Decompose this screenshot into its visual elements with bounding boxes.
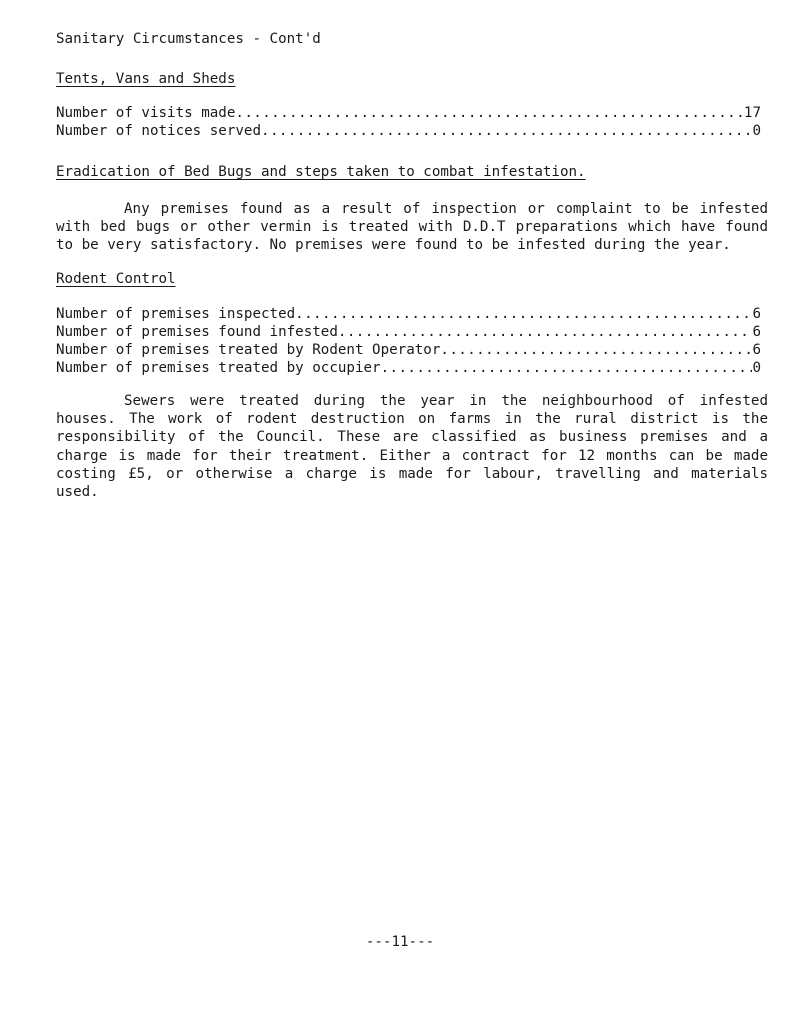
dot-leader xyxy=(381,359,753,377)
row-value: 0 xyxy=(752,123,761,139)
page-header: Sanitary Circumstances - Cont'd xyxy=(56,31,321,47)
rodent-row-inspected xyxy=(56,305,761,323)
rodent-row-occupier xyxy=(56,359,761,377)
row-label: Number of premises treated by Rodent Operator xyxy=(56,342,441,358)
row-value: 0 xyxy=(752,360,761,376)
section-heading-tents: Tents, Vans and Sheds xyxy=(56,71,236,87)
rodent-row-infested xyxy=(56,323,761,341)
tents-row-visits xyxy=(56,104,761,122)
page-number: ---11--- xyxy=(365,934,435,950)
row-value: 17 xyxy=(743,105,761,121)
dot-leader xyxy=(440,341,752,359)
rodent-paragraph: Sewers were treated during the year in the neighbourhood of infested houses. The work of rodent destruction on farms in the rural district is the responsibility of the Council. These are classified as business premises and a charge is made for their treatment. Either a contract for 12 months can be made costing £5, or otherwise a charge is made for labour, travelling and materials used. xyxy=(56,393,768,501)
rodent-row-operator xyxy=(56,341,761,359)
row-label: Number of premises treated by occupier xyxy=(56,360,381,376)
row-value: 6 xyxy=(752,342,761,358)
row-value: 6 xyxy=(752,306,761,322)
section-heading-bedbugs: Eradication of Bed Bugs and steps taken to combat infestation. xyxy=(56,164,586,180)
dot-leader xyxy=(338,323,753,341)
row-label: Number of premises found infested xyxy=(56,324,338,340)
dot-leader xyxy=(235,104,744,122)
row-label: Number of visits made xyxy=(56,105,236,121)
row-label: Number of premises inspected xyxy=(56,306,296,322)
section-heading-rodent: Rodent Control xyxy=(56,271,176,287)
row-value: 6 xyxy=(752,324,761,340)
bedbugs-paragraph: Any premises found as a result of inspection or complaint to be infested with bed bugs or other vermin is treated with D.D.T preparations which have found to be very satisfactory. No premises were found to be infested during the year. xyxy=(56,201,768,254)
tents-row-notices xyxy=(56,122,761,140)
row-label: Number of notices served xyxy=(56,123,261,139)
dot-leader xyxy=(295,305,752,323)
dot-leader xyxy=(261,122,752,140)
